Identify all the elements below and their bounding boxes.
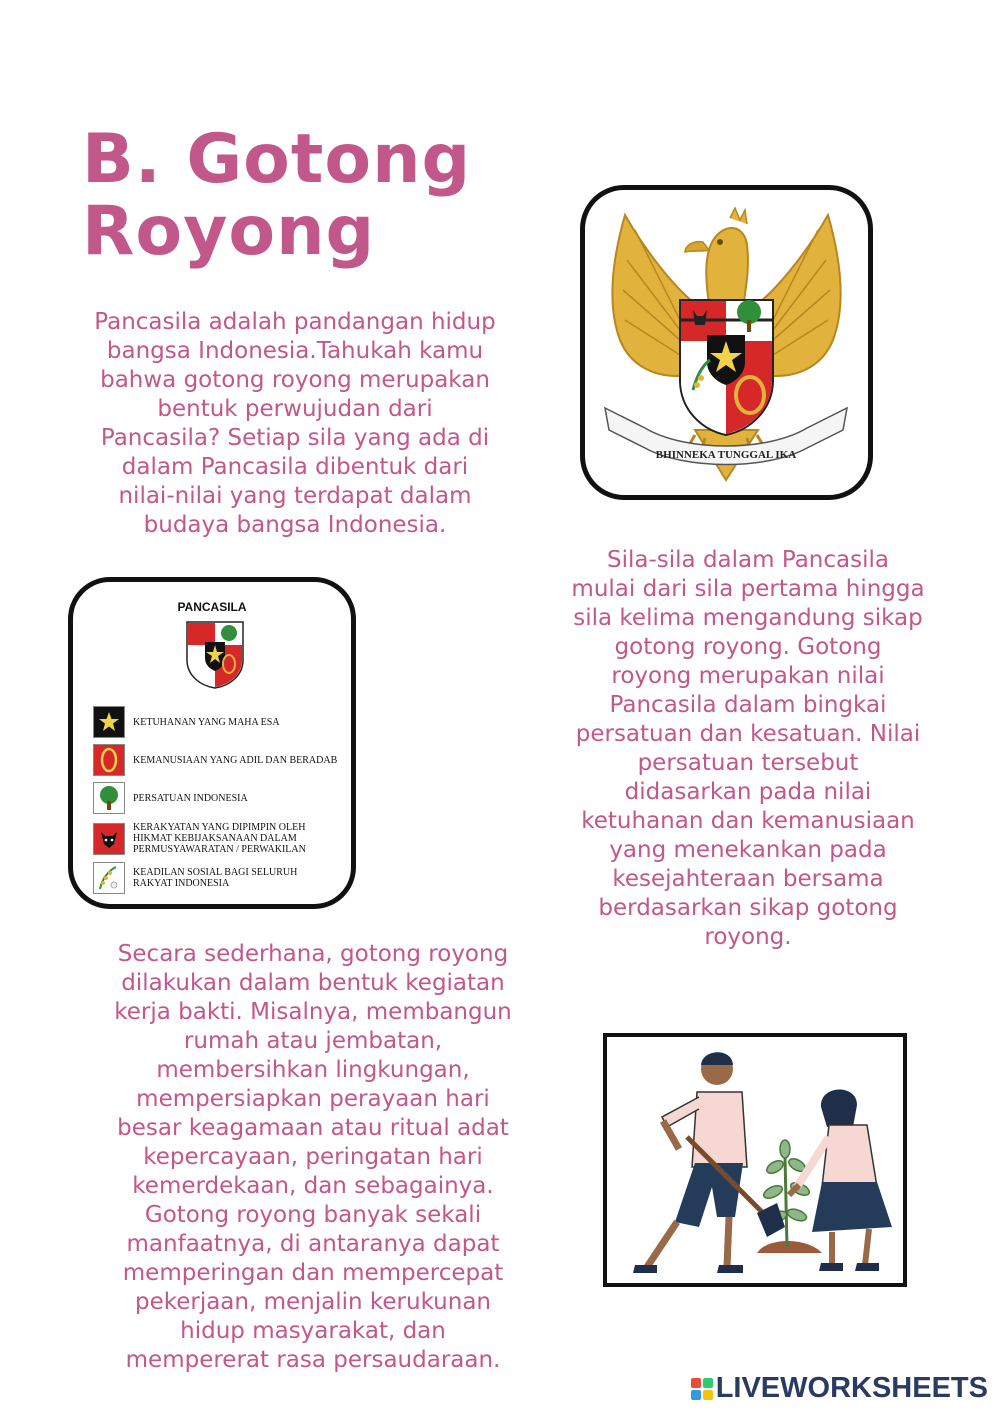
page-title: B. Gotong Royong <box>82 120 472 271</box>
sila-1-row <box>93 706 343 738</box>
bull-head-icon <box>93 823 125 855</box>
sila-5-row <box>93 862 343 894</box>
banyan-tree-icon <box>93 782 125 814</box>
sila-2-label: KEMANUSIAAN YANG ADIL DAN BERADAB <box>133 754 338 766</box>
liveworksheets-logo <box>690 1372 988 1405</box>
chain-icon <box>93 744 125 776</box>
liveworksheets-logo-text: LIVEWORKSHEETS <box>715 1372 988 1404</box>
star-icon <box>93 706 125 738</box>
sila-4-row <box>93 822 343 855</box>
ribbon-motto: BHINNEKA TUNGGAL IKA <box>655 449 797 461</box>
sila-paragraph: Sila-sila dalam Pancasila mulai dari sila pertama hingga sila kelima mengandung sikap gotong royong. Gotong royong merupakan nilai Pancasila dalam bingkai persatuan dan kesatuan. Nilai persatuan tersebut didasarkan pada nilai ketuhanan dan kemanusiaan yang menekankan pada kesejahteraan bersama berdasarkan sikap gotong royong. <box>571 547 925 950</box>
rice-cotton-icon <box>93 862 125 894</box>
sila-1-label: KETUHANAN YANG MAHA ESA <box>133 716 280 728</box>
garuda-emblem-icon <box>585 190 868 495</box>
sila-3-row <box>93 782 343 814</box>
examples-paragraph: Secara sederhana, gotong royong dilakukan dalam bentuk kegiatan kerja bakti. Misalnya, membangun rumah atau jembatan, membersihkan lingkungan, mempersiapkan perayaan hari besar keagamaan atau ritual adat kepercayaan, peringatan hari kemerdekaan, dan sebagainya. Gotong royong banyak sekali manfaatnya, di antaranya dapat memperingan dan mempercepat pekerjaan, menjalin kerukunan hidup masyarakat, dan mempererat rasa persaudaraan. <box>114 941 512 1373</box>
sila-3-label: PERSATUAN INDONESIA <box>133 792 248 804</box>
sila-2-row <box>93 744 343 776</box>
intro-paragraph: Pancasila adalah pandangan hidup bangsa Indonesia.Tahukah kamu bahwa gotong royong merupakan bentuk perwujudan dari Pancasila? Setiap sila yang ada di dalam Pancasila dibentuk dari nilai-nilai yang terdapat dalam budaya bangsa Indonesia. <box>94 309 496 538</box>
pancasila-chart-title: PANCASILA <box>177 600 247 614</box>
pancasila-chart-image <box>68 577 356 909</box>
children-planting-icon <box>607 1037 903 1283</box>
liveworksheets-mark-icon <box>690 1377 714 1401</box>
pancasila-shield-icon <box>185 620 245 690</box>
planting-tree-illustration <box>603 1033 907 1287</box>
sila-5-label: KEADILAN SOSIAL BAGI SELURUH RAKYAT INDONESIA <box>133 867 298 889</box>
garuda-pancasila-image <box>580 185 873 500</box>
sila-4-label: KERAKYATAN YANG DIPIMPIN OLEH HIKMAT KEBIJAKSANAAN DALAM PERMUSYAWARATAN / PERWAKILAN <box>133 822 306 855</box>
